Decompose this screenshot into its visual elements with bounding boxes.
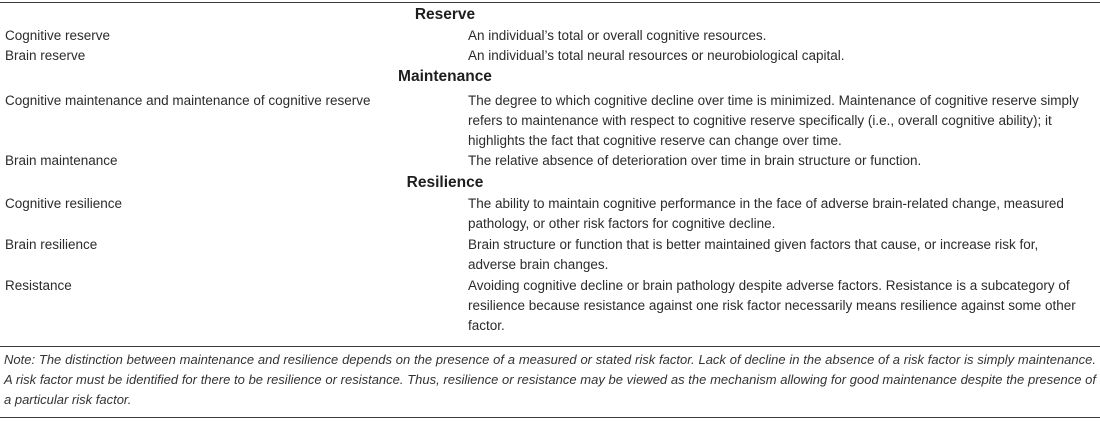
table-footnote: Note: The distinction between maintenance and resilience depends on the presence of a measured or stated risk factor. Lack of decline in the absence of a risk factor is simply maintenance. A risk factor must be identified for there to be resilience or resistance. Thus, resilience or resistance may be viewed as the mechanism allowing for good maintenance despite the presence of a particular risk factor.	[4, 352, 1096, 407]
term-cognitive-maintenance: Cognitive maintenance and maintenance of cognitive reserve	[5, 93, 371, 108]
section-heading-maintenance: Maintenance	[398, 68, 492, 85]
section-heading-resilience: Resilience	[406, 174, 484, 191]
section-heading-reserve: Reserve	[414, 6, 476, 23]
term-brain-maintenance: Brain maintenance	[5, 153, 118, 168]
definition-brain-reserve: An individual’s total neural resources or neurobiological capital.	[468, 48, 845, 63]
term-resistance: Resistance	[5, 278, 72, 293]
top-rule	[0, 2, 1100, 3]
definition-cognitive-maintenance: The degree to which cognitive decline over time is minimized. Maintenance of cognitive reserve simply refers to maintenance with respect to cognitive reserve specifically (i.e., overall cognitive ability); it highlights the fact that cognitive reserve can change over time.	[468, 93, 1079, 148]
definition-cognitive-reserve: An individual’s total or overall cognitive resources.	[468, 28, 767, 43]
footnote-rule	[0, 346, 1100, 347]
definition-brain-resilience: Brain structure or function that is better maintained given factors that cause, or increase risk for, adverse brain changes.	[468, 237, 1039, 272]
term-cognitive-reserve: Cognitive reserve	[5, 28, 111, 43]
definition-brain-maintenance: The relative absence of deterioration over time in brain structure or function.	[468, 153, 922, 168]
term-brain-reserve: Brain reserve	[5, 48, 86, 63]
term-cognitive-resilience: Cognitive resilience	[5, 196, 123, 211]
term-brain-resilience: Brain resilience	[5, 237, 98, 252]
bottom-rule	[0, 417, 1100, 418]
definition-cognitive-resilience: The ability to maintain cognitive performance in the face of adverse brain-related change, measured pathology, or other risk factors for cognitive decline.	[468, 196, 1064, 231]
definition-resistance: Avoiding cognitive decline or brain pathology despite adverse factors. Resistance is a subcategory of resilience because resistance against one risk factor necessarily means resilience against some other factor.	[468, 278, 1076, 333]
